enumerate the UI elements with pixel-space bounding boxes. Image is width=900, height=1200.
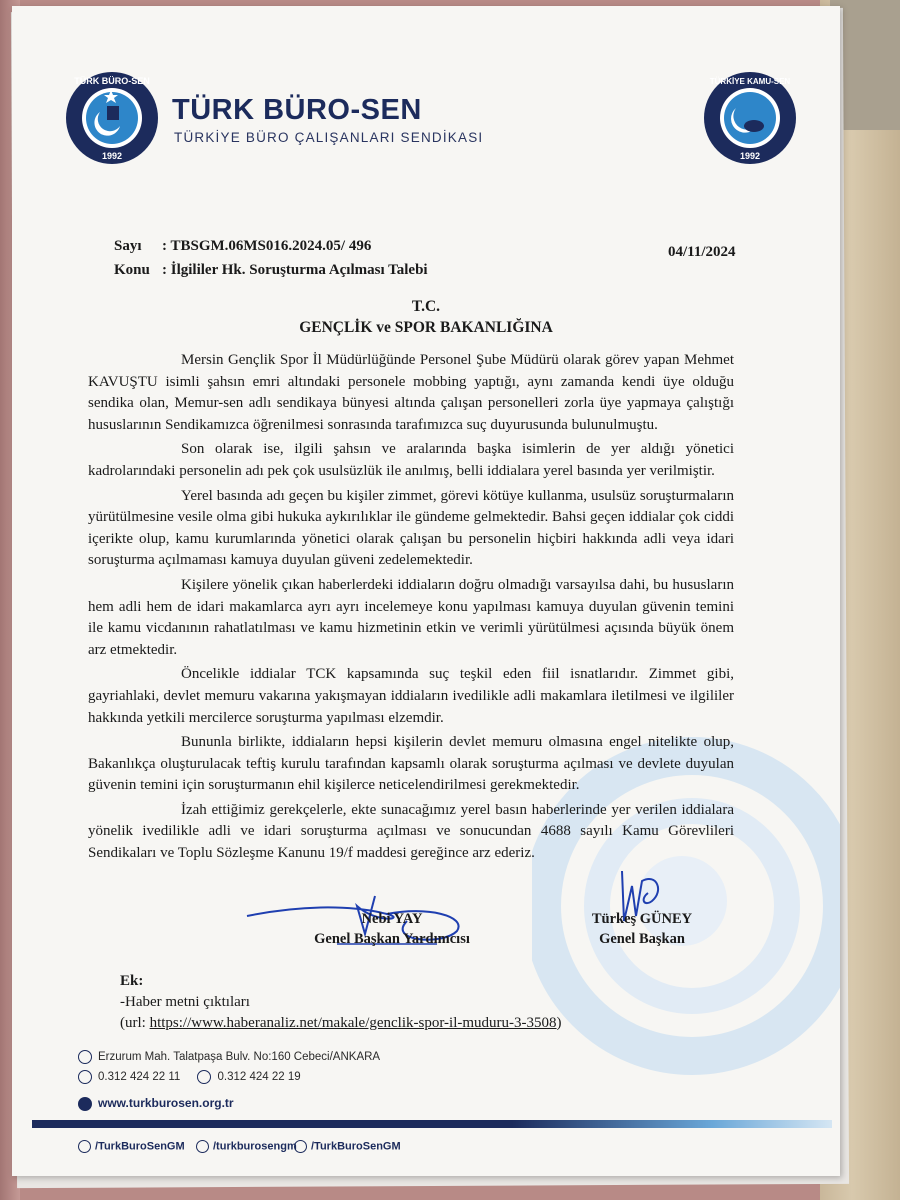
social-facebook[interactable] bbox=[294, 1140, 401, 1153]
instagram-icon bbox=[196, 1140, 209, 1153]
attachment-item: -Haber metni çıktıları bbox=[120, 994, 250, 1010]
letter-body bbox=[88, 350, 734, 868]
reference-value: : TBSGM.06MS016.2024.05/ 496 bbox=[162, 238, 372, 254]
attachments-heading: Ek: bbox=[120, 973, 144, 989]
subject-line bbox=[114, 262, 428, 279]
address-text: Erzurum Mah. Talatpaşa Bulv. No:160 Cebeci/ANKARA bbox=[98, 1051, 381, 1064]
addressee-line-2: GENÇLİK ve SPOR BAKANLIĞINA bbox=[299, 319, 553, 336]
svg-text:TÜRKİYE KAMU-SEN: TÜRKİYE KAMU-SEN bbox=[709, 77, 791, 86]
turk-buro-sen-logo bbox=[64, 68, 160, 174]
attachment-url-line bbox=[120, 1013, 562, 1034]
website-line bbox=[78, 1096, 234, 1111]
paragraph: İzah ettiğimiz gerekçelerle, ekte sunacağımız yerel basın haberlerinde yer verilen iddialara yönelik ivedilikle adli ve idari soruşturma açılması ve sonucundan 4688 sayılı Kamu Görevlileri Sendikaları ve Toplu Sözleşme Kanunu 19/f maddesi gereğince arz ederiz. bbox=[88, 801, 734, 862]
social-instagram[interactable] bbox=[196, 1140, 297, 1153]
address-line bbox=[78, 1050, 380, 1064]
fax-icon bbox=[197, 1070, 211, 1084]
twitter-icon bbox=[78, 1140, 91, 1153]
instagram-handle: /turkburosengm bbox=[213, 1140, 297, 1153]
paragraph: Son olarak ise, ilgili şahsın ve aralarında başka isimlerin de yer aldığı yönetici kadrolarındaki personelin adı pek çok usulsüzlük ile anılmış, belli iddialara yerel basında yer verilmiştir. bbox=[88, 441, 734, 479]
url-prefix: (url: bbox=[120, 1015, 150, 1031]
reference-label: Sayı bbox=[114, 238, 142, 254]
news-url-link[interactable]: https://www.haberanaliz.net/makale/genclik-spor-il-muduru-3-3508 bbox=[149, 1015, 557, 1031]
org-subtitle: TÜRKİYE BÜRO ÇALIŞANLARI SENDİKASI bbox=[174, 130, 484, 145]
twitter-handle: /TurkBuroSenGM bbox=[95, 1140, 185, 1153]
addressee-line-1: T.C. bbox=[411, 298, 441, 315]
svg-text:1992: 1992 bbox=[101, 151, 123, 161]
svg-text:TÜRK BÜRO-SEN: TÜRK BÜRO-SEN bbox=[74, 76, 150, 86]
social-twitter[interactable] bbox=[78, 1140, 185, 1153]
footer-bar bbox=[32, 1120, 832, 1128]
paragraph: Bununla birlikte, iddiaların hepsi kişilerin devlet memuru olmasına engel nitelikte olup, Bakanlıkça oluşturulacak teftiş kurulu tarafından kapsamlı olarak soruşturma açılması ve devlete duyulan güvenin temini için soruşturmanın ehil kişilerce neticelendirilmesi gerekmektedir. bbox=[88, 734, 734, 794]
signatory-left-name: Nebi YAY bbox=[361, 911, 423, 927]
signatory-left-title: Genel Başkan Yardımcısı bbox=[314, 931, 470, 947]
signatory-right-name: Türkeş GÜNEY bbox=[591, 911, 693, 927]
svg-text:1992: 1992 bbox=[739, 151, 761, 161]
subject-label: Konu bbox=[114, 262, 150, 278]
paragraph: Kişilere yönelik çıkan haberlerdeki iddiaların doğru olmadığı varsayılsa dahi, bu hususların hem adli hem de idari makamlarca ayrı ayrı incelemeye konu yapılması kamuya duyulan güvenin temini ile kamu vicdanının rahatlatılması ve kamu hizmetinin etkin ve verimli yürütülmesi açısında büyük önem arz etmektedir. bbox=[88, 576, 734, 658]
website-link[interactable]: www.turkburosen.org.tr bbox=[98, 1096, 234, 1110]
paragraph: Mersin Gençlik Spor İl Müdürlüğünde Personel Şube Müdürü olarak görev yapan Mehmet KAVUŞTU isimli şahsın emri altındaki personele mobbing yaptığı, aynı zamanda kendi üye olduğu sendika olan, Memur-sen adlı sendikaya bünyesi altında çalışan personelleri zorla üye yapmaya çalıştığı hususlarının Sendikamızca öğrenilmesi sonrasında tarafımızca suç duyurusunda bulunulmuştu. bbox=[88, 352, 734, 433]
phone-number: 0.312 424 22 11 bbox=[98, 1071, 181, 1084]
facebook-handle: /TurkBuroSenGM bbox=[311, 1140, 401, 1153]
paragraph: Öncelikle iddialar TCK kapsamında suç teşkil eden fiil isnatlarıdır. Zimmet gibi, gayriahlaki, devlet memuru vakarına yakışmayan iddiaların ivedilikle adli makamlara iletilmesi ve ilgililer hakkında yetkili mercilerce soruşturma yapılması elzemdir. bbox=[88, 666, 734, 726]
attachments bbox=[120, 971, 562, 1034]
org-name: TÜRK BÜRO-SEN bbox=[172, 94, 422, 126]
phone-line bbox=[78, 1070, 301, 1084]
signatory-left bbox=[302, 909, 482, 949]
turkiye-kamu-sen-logo bbox=[702, 68, 798, 174]
signatory-right bbox=[572, 909, 712, 949]
location-pin-icon bbox=[78, 1050, 92, 1064]
url-suffix: ) bbox=[556, 1015, 562, 1031]
letter-date: 04/11/2024 bbox=[668, 244, 736, 260]
phone-icon bbox=[78, 1070, 92, 1084]
subject-value: : İlgililer Hk. Soruşturma Açılması Talebi bbox=[162, 262, 428, 278]
letter-page bbox=[12, 6, 840, 1176]
facebook-icon bbox=[294, 1140, 307, 1153]
globe-icon bbox=[78, 1097, 92, 1111]
paragraph: Yerel basında adı geçen bu kişiler zimmet, görevi kötüye kullanma, usulsüz soruşturmaların yürütülmesine vesile olma gibi hukuka aykırılıklar ile gündeme gelmektedir. Bahsi geçen iddialar çok ciddi içerikte olup, kamu kurumlarında yönetici olarak çalışan bu personelin hiçbiri hakkında adli veya idari soruşturma açılmaması kamuya duyulan güveni zedelemektedir. bbox=[88, 487, 734, 569]
fax-number: 0.312 424 22 19 bbox=[217, 1071, 301, 1084]
reference-number bbox=[114, 238, 371, 255]
signatory-right-title: Genel Başkan bbox=[599, 931, 685, 947]
